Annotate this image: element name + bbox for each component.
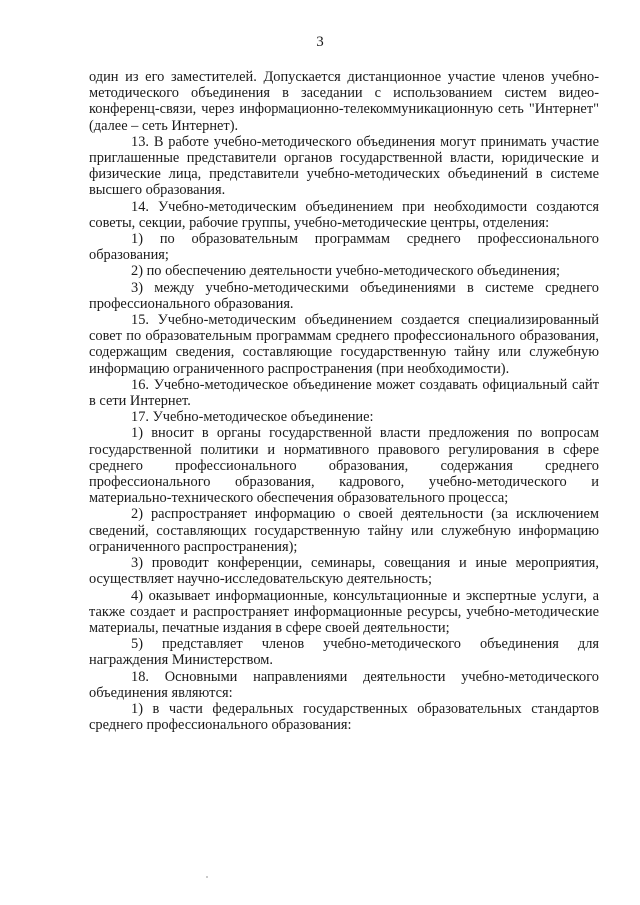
paragraph-continuation: один из его заместителей. Допускается дистанционное участие членов учебно-методического объединения в заседании с использованием систем видео-конференц-связи, через информационно-телекоммуникационную сеть "Интернет" (далее – сеть Интернет). [89,69,599,134]
paragraph-14-item-1: 1) по образовательным программам среднего профессионального образования; [89,231,599,264]
paragraph-16: 16. Учебно-методическое объединение может создавать официальный сайт в сети Интернет. [89,376,599,410]
scan-speck [206,876,208,878]
paragraph-17-item-4: 4) оказывает информационные, консультационные и экспертные услуги, а также создает и распространяет информационные ресурсы, учебно-методические материалы, печатные издания в сфере своей деятельности; [89,587,599,636]
paragraph-15: 15. Учебно-методическим объединением создается специализированный совет по образовательным программам среднего профессионального образования, содержащим сведения, составляющие государственную тайну или служебную информацию ограниченного распространения (при необходимости). [89,312,599,377]
paragraph-17-item-3: 3) проводит конференции, семинары, совещания и иные мероприятия, осуществляет научно-исследовательскую деятельность; [89,555,599,588]
paragraph-17: 17. Учебно-методическое объединение: [131,409,374,426]
paragraph-18-item-1: 1) в части федеральных государственных образовательных стандартов среднего профессионального образования: [89,700,599,734]
paragraph-13: 13. В работе учебно-методического объединения могут принимать участие приглашенные представители органов государственной власти, юридические и физические лица, представители учебно-методических объединений в системе высшего образования. [89,133,599,199]
paragraph-14-item-2: 2) по обеспечению деятельности учебно-методического объединения; [131,263,560,280]
document-body [89,69,599,733]
paragraph-14: 14. Учебно-методическим объединением при необходимости создаются советы, секции, рабочие группы, учебно-методические центры, отделения: [89,198,599,231]
paragraph-17-item-2: 2) распространяет информацию о своей деятельности (за исключением сведений, составляющих государственную тайну или служебную информацию ограниченного распространения); [89,506,599,555]
paragraph-17-item-5: 5) представляет членов учебно-методического объединения для награждения Министерством. [89,636,599,669]
paragraph-18: 18. Основными направлениями деятельности учебно-методического объединения являются: [89,668,599,701]
paragraph-14-item-3: 3) между учебно-методическими объединениями в системе среднего профессионального образования. [89,279,599,312]
paragraph-17-item-1: 1) вносит в органы государственной власти предложения по вопросам государственной политики и нормативного правового регулирования в сфере среднего профессионального образования, содержания среднего профессионального образования, кадрового, учебно-методического и материально-технического обеспечения образовательного процесса; [89,425,599,507]
page-number: 3 [316,34,324,50]
